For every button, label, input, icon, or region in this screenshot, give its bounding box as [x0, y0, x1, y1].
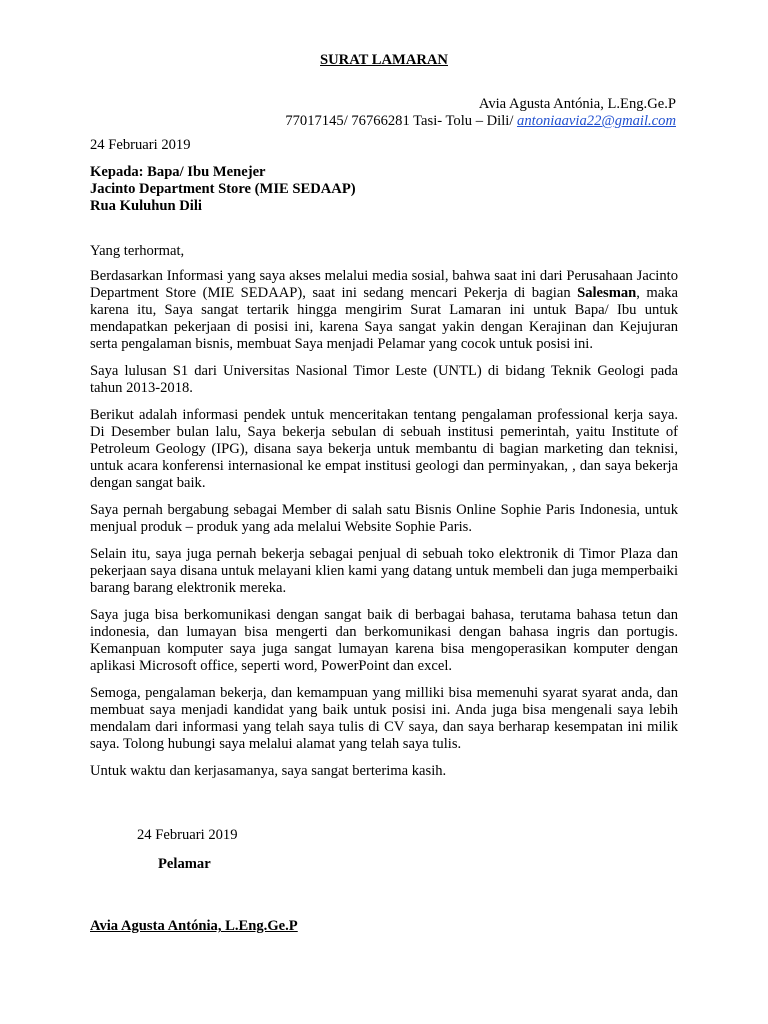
sender-contact [285, 113, 676, 130]
signature-name: Avia Agusta Antónia, L.Eng.Ge.P [90, 918, 298, 934]
body-paragraph: Saya pernah bergabung sebagai Member di salah satu Bisnis Online Sophie Paris Indonesia, untuk menjual produk – produk yang ada melalui Website Sophie Paris. [90, 502, 678, 535]
recipient-line: Rua Kuluhun Dili [90, 198, 202, 214]
closing-role: Pelamar [158, 856, 211, 872]
body-paragraph: Berikut adalah informasi pendek untuk menceritakan tentang pengalaman professional kerja saya. Di Desember bulan lalu, Saya bekerja sebulan di sebuah institusi pemerintah, yaitu Institute of Petroleum Geology (IPG), disana saya bekerja untuk membantu di bagian marketing dan teknisi, untuk acara konferensi internasional ke empat institusi geologi dan perminyakan, , dan saya bekerja dengan sangat baik. [90, 407, 678, 491]
closing-date: 24 Februari 2019 [137, 827, 238, 843]
sender-email-link[interactable]: antoniaavia22@gmail.com [517, 113, 676, 129]
recipient-line: Kepada: Bapa/ Ibu Menejer [90, 164, 266, 180]
body-paragraph: Saya lulusan S1 dari Universitas Nasional Timor Leste (UNTL) di bidang Teknik Geologi pada tahun 2013-2018. [90, 363, 678, 396]
sender-name: Avia Agusta Antónia, L.Eng.Ge.P [478, 96, 676, 112]
body-paragraph [90, 268, 678, 353]
sender-phone-address: 77017145/ 76766281 Tasi- Tolu – Dili/ [285, 113, 518, 129]
salutation: Yang terhormat, [90, 243, 185, 259]
recipient-line: Jacinto Department Store (MIE SEDAAP) [90, 181, 356, 197]
letter-body [90, 268, 678, 790]
body-paragraph: Untuk waktu dan kerjasamanya, saya sangat berterima kasih. [90, 763, 447, 779]
paragraph-text: , maka karena itu, Saya sangat tertarik hingga mengirim Surat Lamaran ini untuk Bapa/ Ibu untuk mendapatkan pekerjaan di posisi ini, karena Saya sangat yakin dengan Kerajinan dan Kejujuran serta pengalaman bisnis, membuat Saya menjadi Pelamar yang cocok untuk posisi ini. [90, 285, 678, 352]
body-paragraph: Selain itu, saya juga pernah bekerja sebagai penjual di sebuah toko elektronik di Timor Plaza dan pekerjaan saya disana untuk melayani klien kami yang datang untuk membeli dan juga memperbaiki barang barang elektronik mereka. [90, 546, 678, 596]
recipient-block [90, 164, 356, 215]
body-paragraph: Saya juga bisa berkomunikasi dengan sangat baik di berbagai bahasa, terutama bahasa tetun dan indonesia, dan lumayan bisa mengerti dan berkomunikasi dengan bahasa ingris dan portugis. Kemanpuan komputer saya juga sangat lumayan karena bisa mengoperasikan komputer dengan aplikasi Microsoft office, seperti word, PowerPoint dan excel. [90, 607, 678, 674]
letter-date: 24 Februari 2019 [90, 137, 191, 153]
body-paragraph: Semoga, pengalaman bekerja, dan kemampuan yang milliki bisa memenuhi syarat syarat anda, dan membuat saya menjadi kandidat yang baik untuk posisi ini. Anda juga bisa mengenali saya lebih mendalam dari informasi yang telah saya tulis di CV saya, dan saya berharap kesempatan ini milik saya. Tolong hubungi saya melalui alamat yang telah saya tulis. [90, 685, 678, 752]
position-name: Salesman [577, 285, 637, 301]
paragraph-text: Berdasarkan Informasi yang saya akses melalui media sosial, bahwa saat ini dari Perusahaan Jacinto Department Store (MIE SEDAAP), saat ini sedang mencari Pekerja di bagian [90, 268, 678, 301]
letter-title: SURAT LAMARAN [320, 52, 448, 68]
